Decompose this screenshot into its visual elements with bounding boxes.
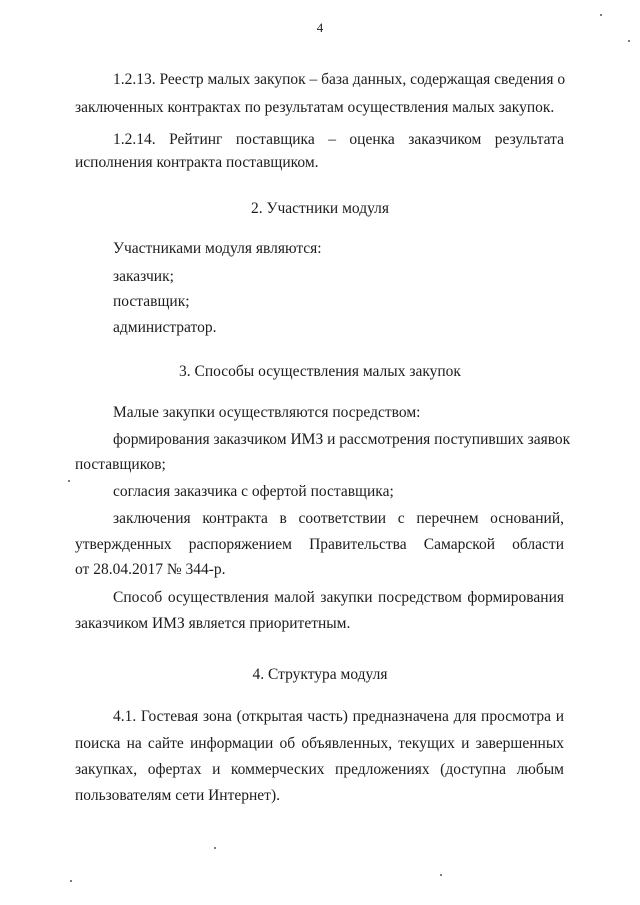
method-2: согласия заказчика с офертой поставщика; (113, 483, 394, 500)
section-3-heading: 3. Способы осуществления малых закупок (179, 363, 461, 380)
priority-note-line-1: Способ осуществления малой закупки посредством формирования (113, 589, 564, 606)
page-number: 4 (316, 20, 324, 35)
section-3-intro: Малые закупки осуществляются посредством: (113, 404, 421, 421)
method-3-line-2: утвержденных распоряжением Правительства Самарской области (75, 536, 564, 553)
definition-2-line-2: исполнения контракта поставщиком. (75, 154, 319, 171)
section-2-intro: Участниками модуля являются: (113, 240, 322, 257)
priority-note-line-2: заказчиком ИМЗ является приоритетным. (75, 615, 351, 632)
scan-speck (68, 480, 70, 482)
guest-zone-line-4: пользователям сети Интернет). (75, 787, 280, 804)
method-3-line-1: заключения контракта в соответствии с перечнем оснований, (113, 510, 564, 527)
scan-speck (440, 874, 442, 876)
definition-1-line-1: 1.2.13. Реестр малых закупок – база данных, содержащая сведения о (113, 71, 566, 88)
definition-2-line-1: 1.2.14. Рейтинг поставщика – оценка заказчиком результата (113, 131, 564, 148)
participant-item: администратор. (113, 319, 217, 336)
participant-item: заказчик; (113, 268, 174, 285)
scan-speck (70, 880, 72, 882)
scan-speck (628, 40, 630, 42)
method-3-line-3: от 28.04.2017 № 344-р. (75, 561, 226, 578)
scan-speck (600, 14, 602, 16)
section-4-heading: 4. Структура модуля (252, 666, 388, 683)
method-1-line-1: формирования заказчиком ИМЗ и рассмотрения поступивших заявок (113, 431, 571, 448)
guest-zone-line-1: 4.1. Гостевая зона (открытая часть) предназначена для просмотра и (113, 708, 564, 725)
method-1-line-2: поставщиков; (75, 456, 166, 473)
participant-item: поставщик; (113, 293, 190, 310)
guest-zone-line-3: закупках, офертах и коммерческих предложениях (доступна любым (75, 761, 564, 778)
guest-zone-line-2: поиска на сайте информации об объявленных, текущих и завершенных (75, 735, 564, 752)
definition-1-line-2: заключенных контрактах по результатам осуществления малых закупок. (75, 99, 555, 116)
scan-speck (214, 847, 216, 849)
section-2-heading: 2. Участники модуля (250, 200, 390, 217)
